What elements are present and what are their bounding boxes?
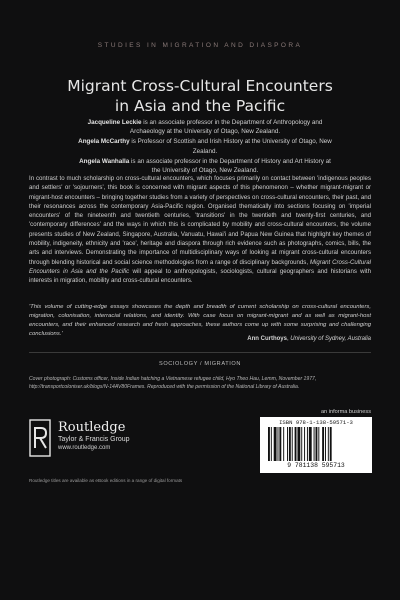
book-description <box>29 174 371 286</box>
isbn-label: ISBN 978-1-138-59571-3 <box>279 419 353 426</box>
informa-tagline: an informa business <box>320 409 371 415</box>
author-name: Jacqueline Leckie <box>87 119 142 126</box>
cover-credit: Cover photograph: Customs officer, Inside Indian hatching a Vietnamese refugee child, Hyo Theo Hau, Lemm, November 1977, http://transportcoloniser.uk/blogs/N-14AV80Frames. Reproduced with the permission of the National Library of Australia. <box>29 376 317 390</box>
endorsement-quote: 'This volume of cutting-edge essays showcases the depth and breadth of current scholarship on cross-cultural encounters, migration, colonisation, interracial relations, and identity. With case focus on migrant-migrant and as well as migrant-host encounters, and their enhanced research and fresh approaches, these authors come up with some surprising and challenging conclusions.' <box>29 304 371 337</box>
endorser-name: Ann Curthoys <box>247 336 287 342</box>
ebook-note: Routledge titles are available as eBook editions in a range of digital formats <box>29 478 183 483</box>
description-book-title: Migrant Cross-Cultural Encounters in Asia and the Pacific <box>29 258 372 275</box>
description-text: will appeal to anthropologists, sociologists, cultural geographers and historians with interests in migration, mobility and cross-cultural encounters. <box>29 267 371 285</box>
isbn-number: 9 781138 595713 <box>287 462 345 469</box>
author-bio <box>76 157 334 175</box>
publisher-name: Routledge <box>58 420 126 435</box>
series-title: STUDIES IN MIGRATION AND DIASPORA <box>97 42 303 49</box>
author-name: Angela Wanhalla <box>79 157 130 165</box>
divider <box>29 352 371 353</box>
book-title <box>20 76 380 116</box>
isbn-barcode <box>260 417 372 473</box>
routledge-logo-icon <box>29 418 51 458</box>
author-bio-text: is an associate professor in the Department of Anthropology and Archaeology at the University of Otago, New Zealand. <box>129 119 323 136</box>
publisher-url[interactable]: www.routledge.com <box>58 445 111 451</box>
book-title-line-2: in Asia and the Pacific <box>114 97 286 115</box>
author-name: Angela McCarthy <box>78 138 130 146</box>
book-title-line-1: Migrant Cross-Cultural Encounters <box>67 77 333 95</box>
author-bio <box>76 137 334 155</box>
author-bio <box>76 118 334 136</box>
subject-category: SOCIOLOGY / MIGRATION <box>158 361 241 367</box>
barcode-icon <box>266 427 366 461</box>
author-bio-text: is Professor of Scottish and Irish History at the University of Otago, New Zealand. <box>129 138 332 155</box>
description-text: In contrast to much scholarship on cross-cultural encounters, which focuses primarily on contact between 'indigenous peoples and settlers' or 'sojourners', this book is concerned with migrant aspects of this phenomenon – whether migrant-migrant or migrant-host encounters – bringing together studies from a variety of perspectives on cross-cultural encounters, their past, and their resonances across the contemporary Asia-Pacific region. Organised thematically into sections focusing on 'imperial encounters' of the nineteenth and twentieth centuries, 'transitions' in the twentieth and twenty-first centuries, and 'contemporary differences' and the ways in which this is complicated by mobility and cross-cultural encounters, the volume presents studies of New Zealand, Singapore, Australia, Vanuatu, Hawai'i and Papua New Guinea that highlight key themes of mobility, indigeneity, ethnicity and 'race', heritage and diaspora through rich evidence such as photographs, comics, bills, the arts and interviews. Demonstrating the importance of multidisciplinary ways of looking at migrant cross-cultural encounters through blending historical and social science methodologies from a range of disciplinary backgrounds, <box>29 175 371 266</box>
author-bio-text: is an associate professor in the Department of History and Art History at the University of Otago, New Zealand. <box>129 157 331 175</box>
endorser-affiliation: University of Sydney, Australia <box>290 336 371 342</box>
author-bios <box>76 118 334 176</box>
publisher-block <box>58 420 130 452</box>
endorsement-author: Ann Curthoys, University of Sydney, Australia <box>247 336 371 342</box>
publisher-group: Taylor & Francis Group <box>58 436 130 443</box>
